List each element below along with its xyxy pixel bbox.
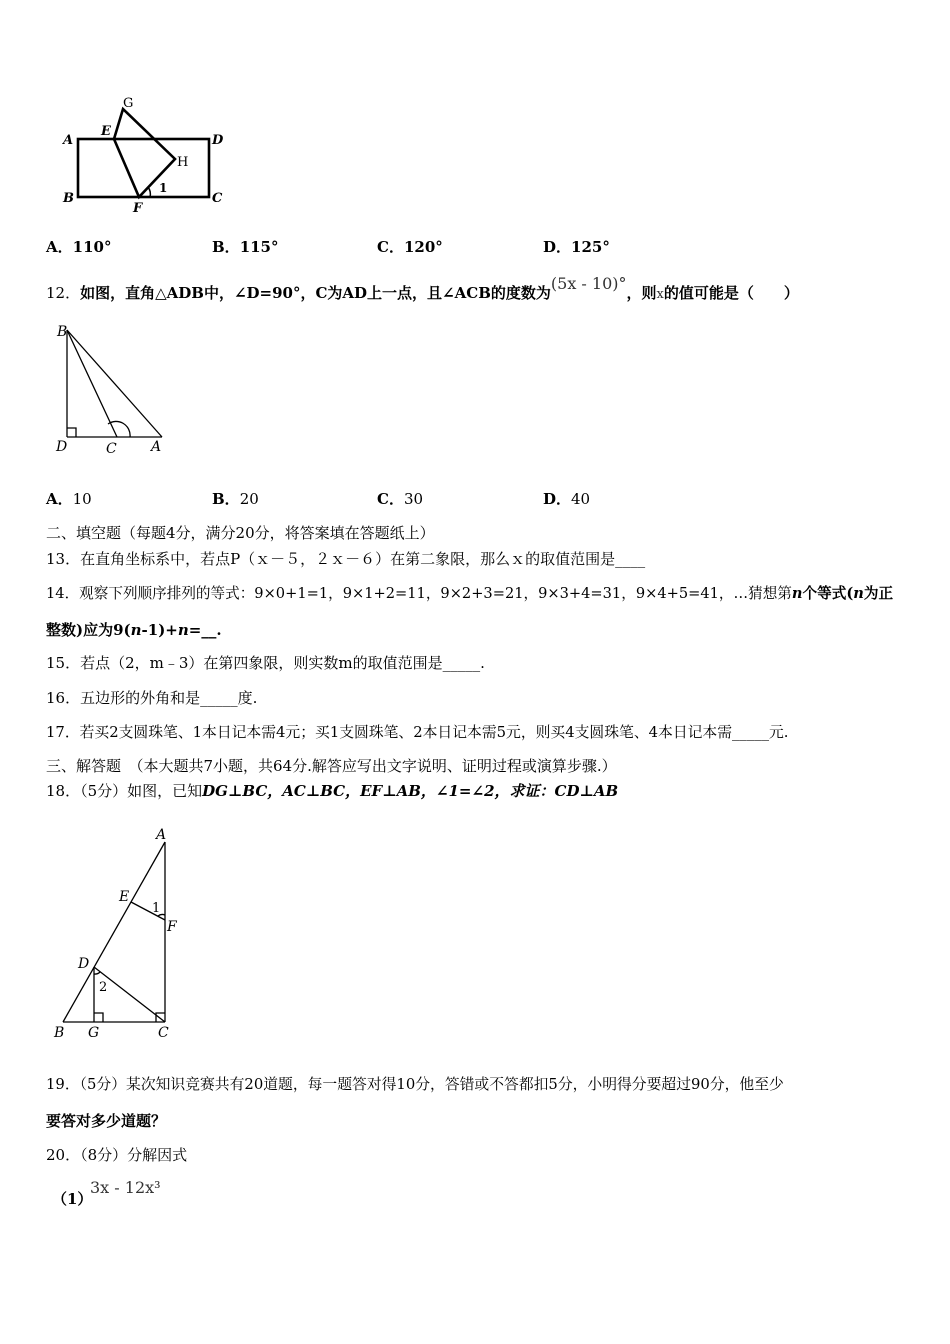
- q11-option-b[interactable]: [212, 236, 279, 257]
- q14-n: n: [130, 621, 142, 639]
- option-letter: A．: [46, 238, 73, 256]
- angle-1-arc: [148, 187, 150, 197]
- label-E: E: [119, 889, 130, 905]
- q14-text-d: 整数)应为9(: [46, 621, 131, 639]
- label-G: G: [123, 96, 134, 111]
- label-C: C: [212, 191, 223, 206]
- q12-option-c[interactable]: [377, 488, 423, 509]
- q18-stem: [46, 780, 618, 801]
- q14-n: n: [791, 585, 803, 602]
- label-D: D: [56, 439, 68, 455]
- label-angle-1: 1: [159, 181, 168, 195]
- q14-text-f: =__.: [188, 621, 222, 639]
- q14-text-c: 为正: [863, 585, 894, 602]
- label-angle-1: 1: [152, 901, 161, 916]
- label-B: B: [54, 1025, 65, 1041]
- q19-text-1: 19．（5分）某次知识竞赛共有20道题，每一题答对得10分，答错或不答都扣5分，小明得分要超过90分，他至少: [46, 1076, 784, 1093]
- label-B: B: [57, 324, 68, 340]
- option-value: 10: [72, 490, 92, 508]
- section3-heading: 三、解答题 （本大题共7小题，共64分.解答应写出文字说明、证明过程或演算步骤.）: [46, 757, 617, 775]
- q20-expr: 3x - 12x³: [90, 1178, 161, 1197]
- q12-option-d[interactable]: [543, 488, 590, 509]
- option-letter: B．: [212, 238, 240, 256]
- q12-option-a[interactable]: [46, 488, 92, 509]
- q14-text-a: 14．观察下列顺序排列的等式：9×0+1=1，9×1+2=11，9×2+3=21，9×3+4=31，9×4+5=41，…猜想第: [46, 585, 792, 602]
- q12-text-a: 如图，直角△ADB中，∠D=90°，C为AD上一点，且∠ACB的度数为: [80, 284, 551, 302]
- label-D: D: [78, 956, 90, 972]
- q18-figure: [50, 822, 190, 1047]
- q12-text-b: ，则: [626, 284, 657, 302]
- q11-figure: [55, 95, 235, 215]
- section2-heading: 二、填空题（每题4分，满分20分，将答案填在答题纸上）: [46, 524, 435, 542]
- q11-option-d[interactable]: [543, 236, 610, 257]
- label-C: C: [106, 441, 117, 457]
- label-E: E: [101, 124, 111, 139]
- q14-text-b: 个等式(: [802, 585, 854, 602]
- q19-line2: 要答对多少道题？: [46, 1112, 167, 1130]
- q18-condition: DG⊥BC，AC⊥BC，EF⊥AB，∠1=∠2，求证：CD⊥AB: [202, 782, 619, 800]
- option-letter: D．: [543, 490, 572, 508]
- label-B: B: [63, 191, 74, 206]
- q20-sub-label: （1）: [52, 1190, 93, 1208]
- label-angle-2: 2: [99, 980, 108, 995]
- q14-n: n: [177, 621, 189, 639]
- q18-prefix: 18．（5分）如图，已知: [46, 782, 203, 800]
- option-letter: D．: [543, 238, 572, 256]
- option-value: 30: [403, 490, 424, 508]
- label-H: H: [177, 155, 189, 170]
- q14-n: n: [853, 585, 864, 602]
- option-value: 110°: [72, 238, 112, 256]
- option-letter: C．: [377, 238, 404, 256]
- label-G: G: [88, 1025, 100, 1041]
- q19-line1: [46, 1073, 784, 1094]
- q11-option-c[interactable]: [377, 236, 443, 257]
- option-value: 115°: [239, 238, 279, 256]
- option-value: 40: [571, 490, 591, 508]
- label-A: A: [151, 439, 162, 455]
- option-value: 125°: [571, 238, 610, 256]
- q16-text: 16．五边形的外角和是_____度.: [46, 689, 258, 707]
- q12-option-b[interactable]: [212, 488, 259, 509]
- option-letter: B．: [212, 490, 240, 508]
- q14-line2: [46, 619, 222, 640]
- q13-text: 13．在直角坐标系中，若点P（ｘ－５，２ｘ－６）在第二象限，那么ｘ的取值范围是____: [46, 550, 646, 568]
- label-A: A: [156, 827, 167, 843]
- option-value: 120°: [403, 238, 443, 256]
- q14-line1: [46, 582, 893, 603]
- q12-figure: [52, 320, 177, 460]
- q12-expr: (5x - 10)°: [550, 274, 627, 293]
- label-D: D: [212, 133, 224, 148]
- label-C: C: [158, 1025, 169, 1041]
- rectangle-abcd: [78, 139, 209, 197]
- label-F: F: [167, 919, 177, 935]
- q17-text: 17．若买2支圆珠笔、1本日记本需4元；买1支圆珠笔、2本日记本需5元，则买4支圆珠笔、4本日记本需_____元.: [46, 724, 789, 741]
- q14-text-e: -1)+: [141, 621, 178, 639]
- label-F: F: [133, 201, 143, 215]
- q11-option-a[interactable]: [46, 236, 111, 257]
- q12-text-c: 的值可能是（ ）: [663, 284, 799, 302]
- q12-stem: [46, 274, 799, 303]
- option-value: 20: [239, 490, 259, 508]
- q20-title: 20．（8分）分解因式: [46, 1146, 188, 1164]
- label-A: A: [63, 133, 74, 148]
- q12-var: x: [656, 287, 664, 302]
- option-letter: A．: [46, 490, 73, 508]
- q15-text: 15．若点（2，m﹣3）在第四象限，则实数m的取值范围是_____.: [46, 654, 485, 672]
- q12-number: 12．: [46, 284, 81, 302]
- option-letter: C．: [377, 490, 404, 508]
